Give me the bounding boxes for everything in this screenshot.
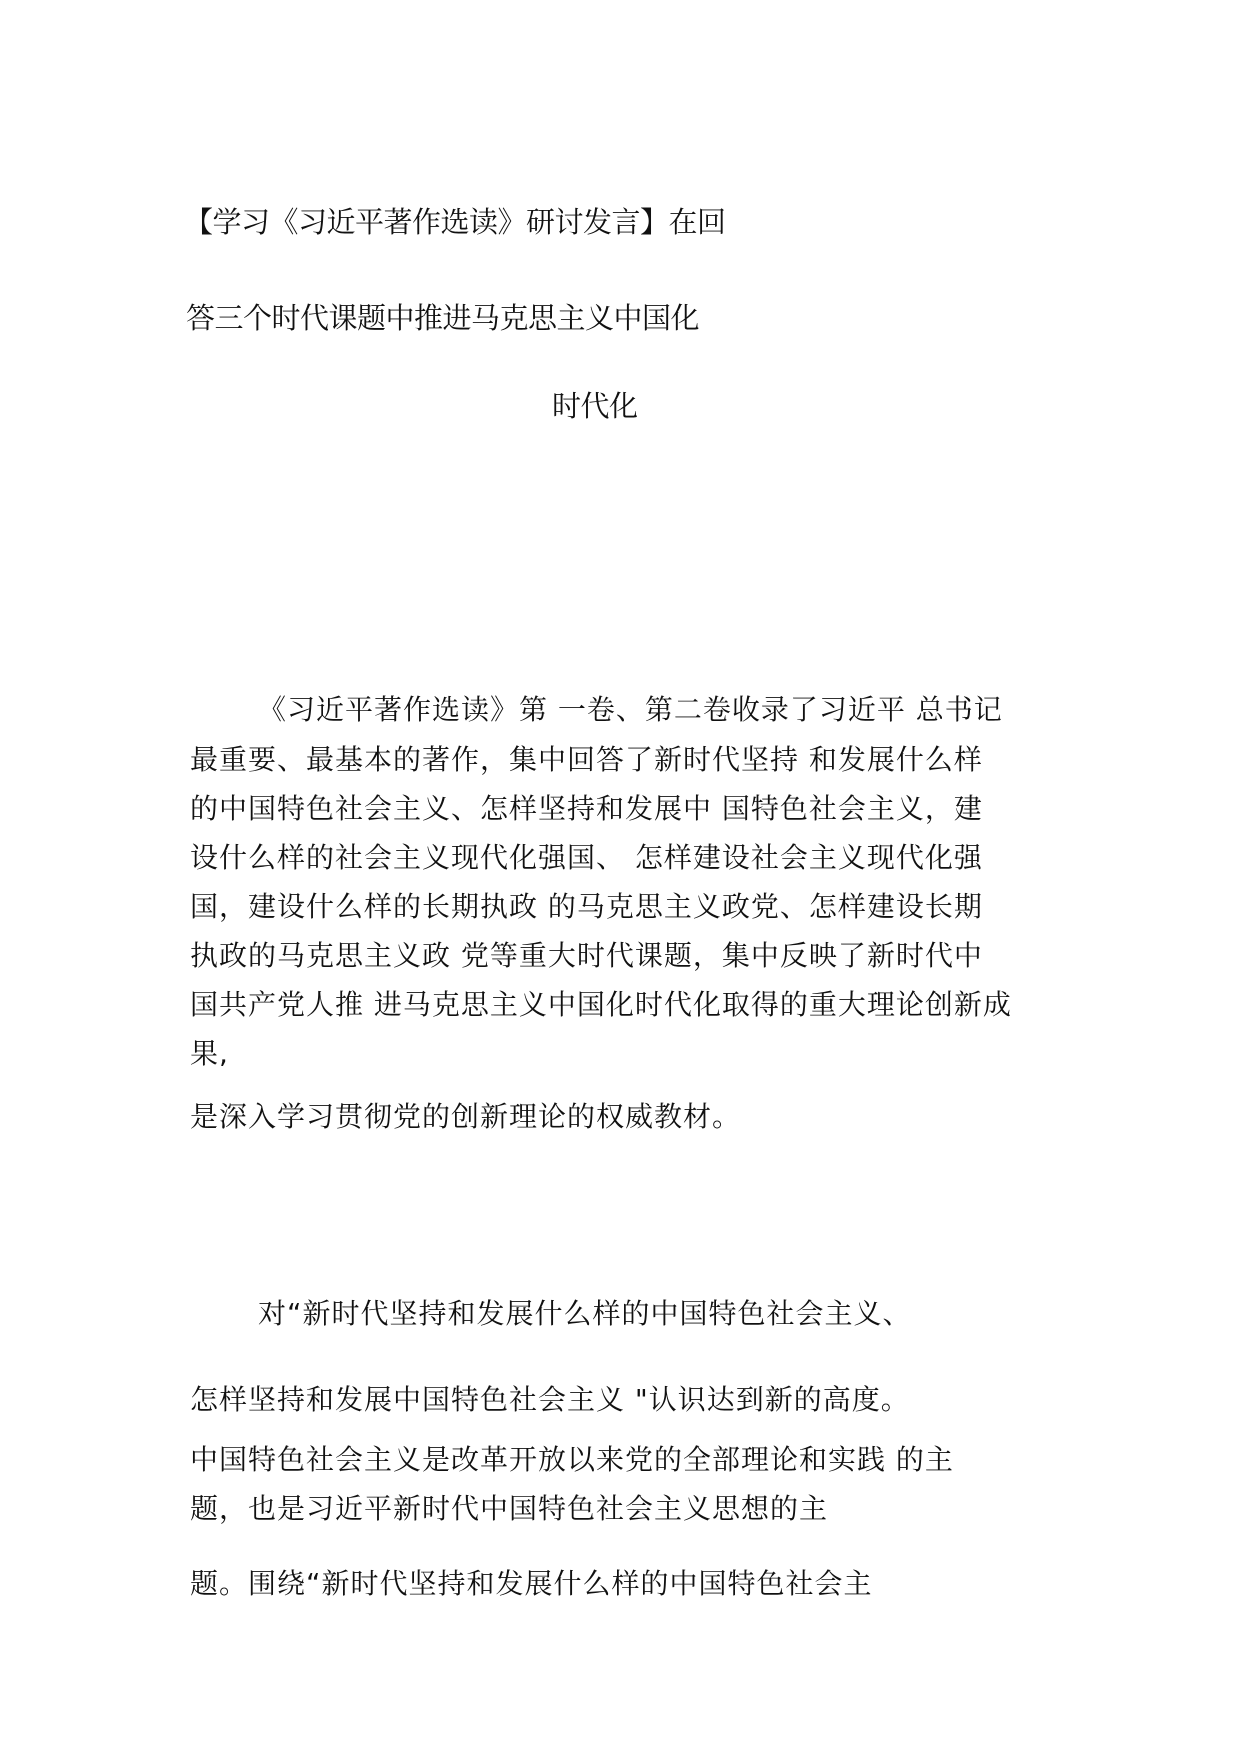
paragraph-1-line-6: 执政的马克思主义政 党等重大时代课题，集中反映了新时代中 [190, 939, 983, 972]
paragraph-2-line-5: 题。围绕“新时代坚持和发展什么样的中国特色社会主 [190, 1567, 873, 1600]
paragraph-2-line-3: 中国特色社会主义是改革开放以来党的全部理论和实践 的主 [190, 1443, 954, 1476]
title-line-2: 答三个时代课题中推进马克思主义中国化 [186, 301, 700, 335]
paragraph-2-line-2: 怎样坚持和发展中国特色社会主义 "认识达到新的高度。 [190, 1383, 910, 1416]
paragraph-1-line-5: 国，建设什么样的长期执政 的马克思主义政党、怎样建设长期 [190, 890, 983, 923]
paragraph-1-line-7: 国共产党人推 进马克思主义中国化时代化取得的重大理论创新成 [190, 988, 1012, 1021]
paragraph-1-line-1: 《习近平著作选读》第 一卷、第二卷收录了习近平 总书记 [258, 693, 1003, 726]
paragraph-2-line-4: 题，也是习近平新时代中国特色社会主义思想的主 [190, 1492, 829, 1525]
paragraph-1-line-9: 是深入学习贯彻党的创新理论的权威教材。 [190, 1100, 742, 1133]
paragraph-1-line-8: 果, [190, 1037, 229, 1070]
paragraph-1-line-4: 设什么样的社会主义现代化强国、 怎样建设社会主义现代化强 [190, 841, 983, 874]
paragraph-1-line-3: 的中国特色社会主义、怎样坚持和发展中 国特色社会主义，建 [190, 792, 983, 825]
paragraph-2-line-1: 对“新时代坚持和发展什么样的中国特色社会主义、 [258, 1297, 912, 1330]
paragraph-1-line-2: 最重要、最基本的著作，集中回答了新时代坚持 和发展什么样 [190, 743, 983, 776]
title-line-3: 时代化 [552, 389, 638, 423]
title-line-1: 【学习《习近平著作选读》研讨发言】在回 [184, 205, 726, 239]
